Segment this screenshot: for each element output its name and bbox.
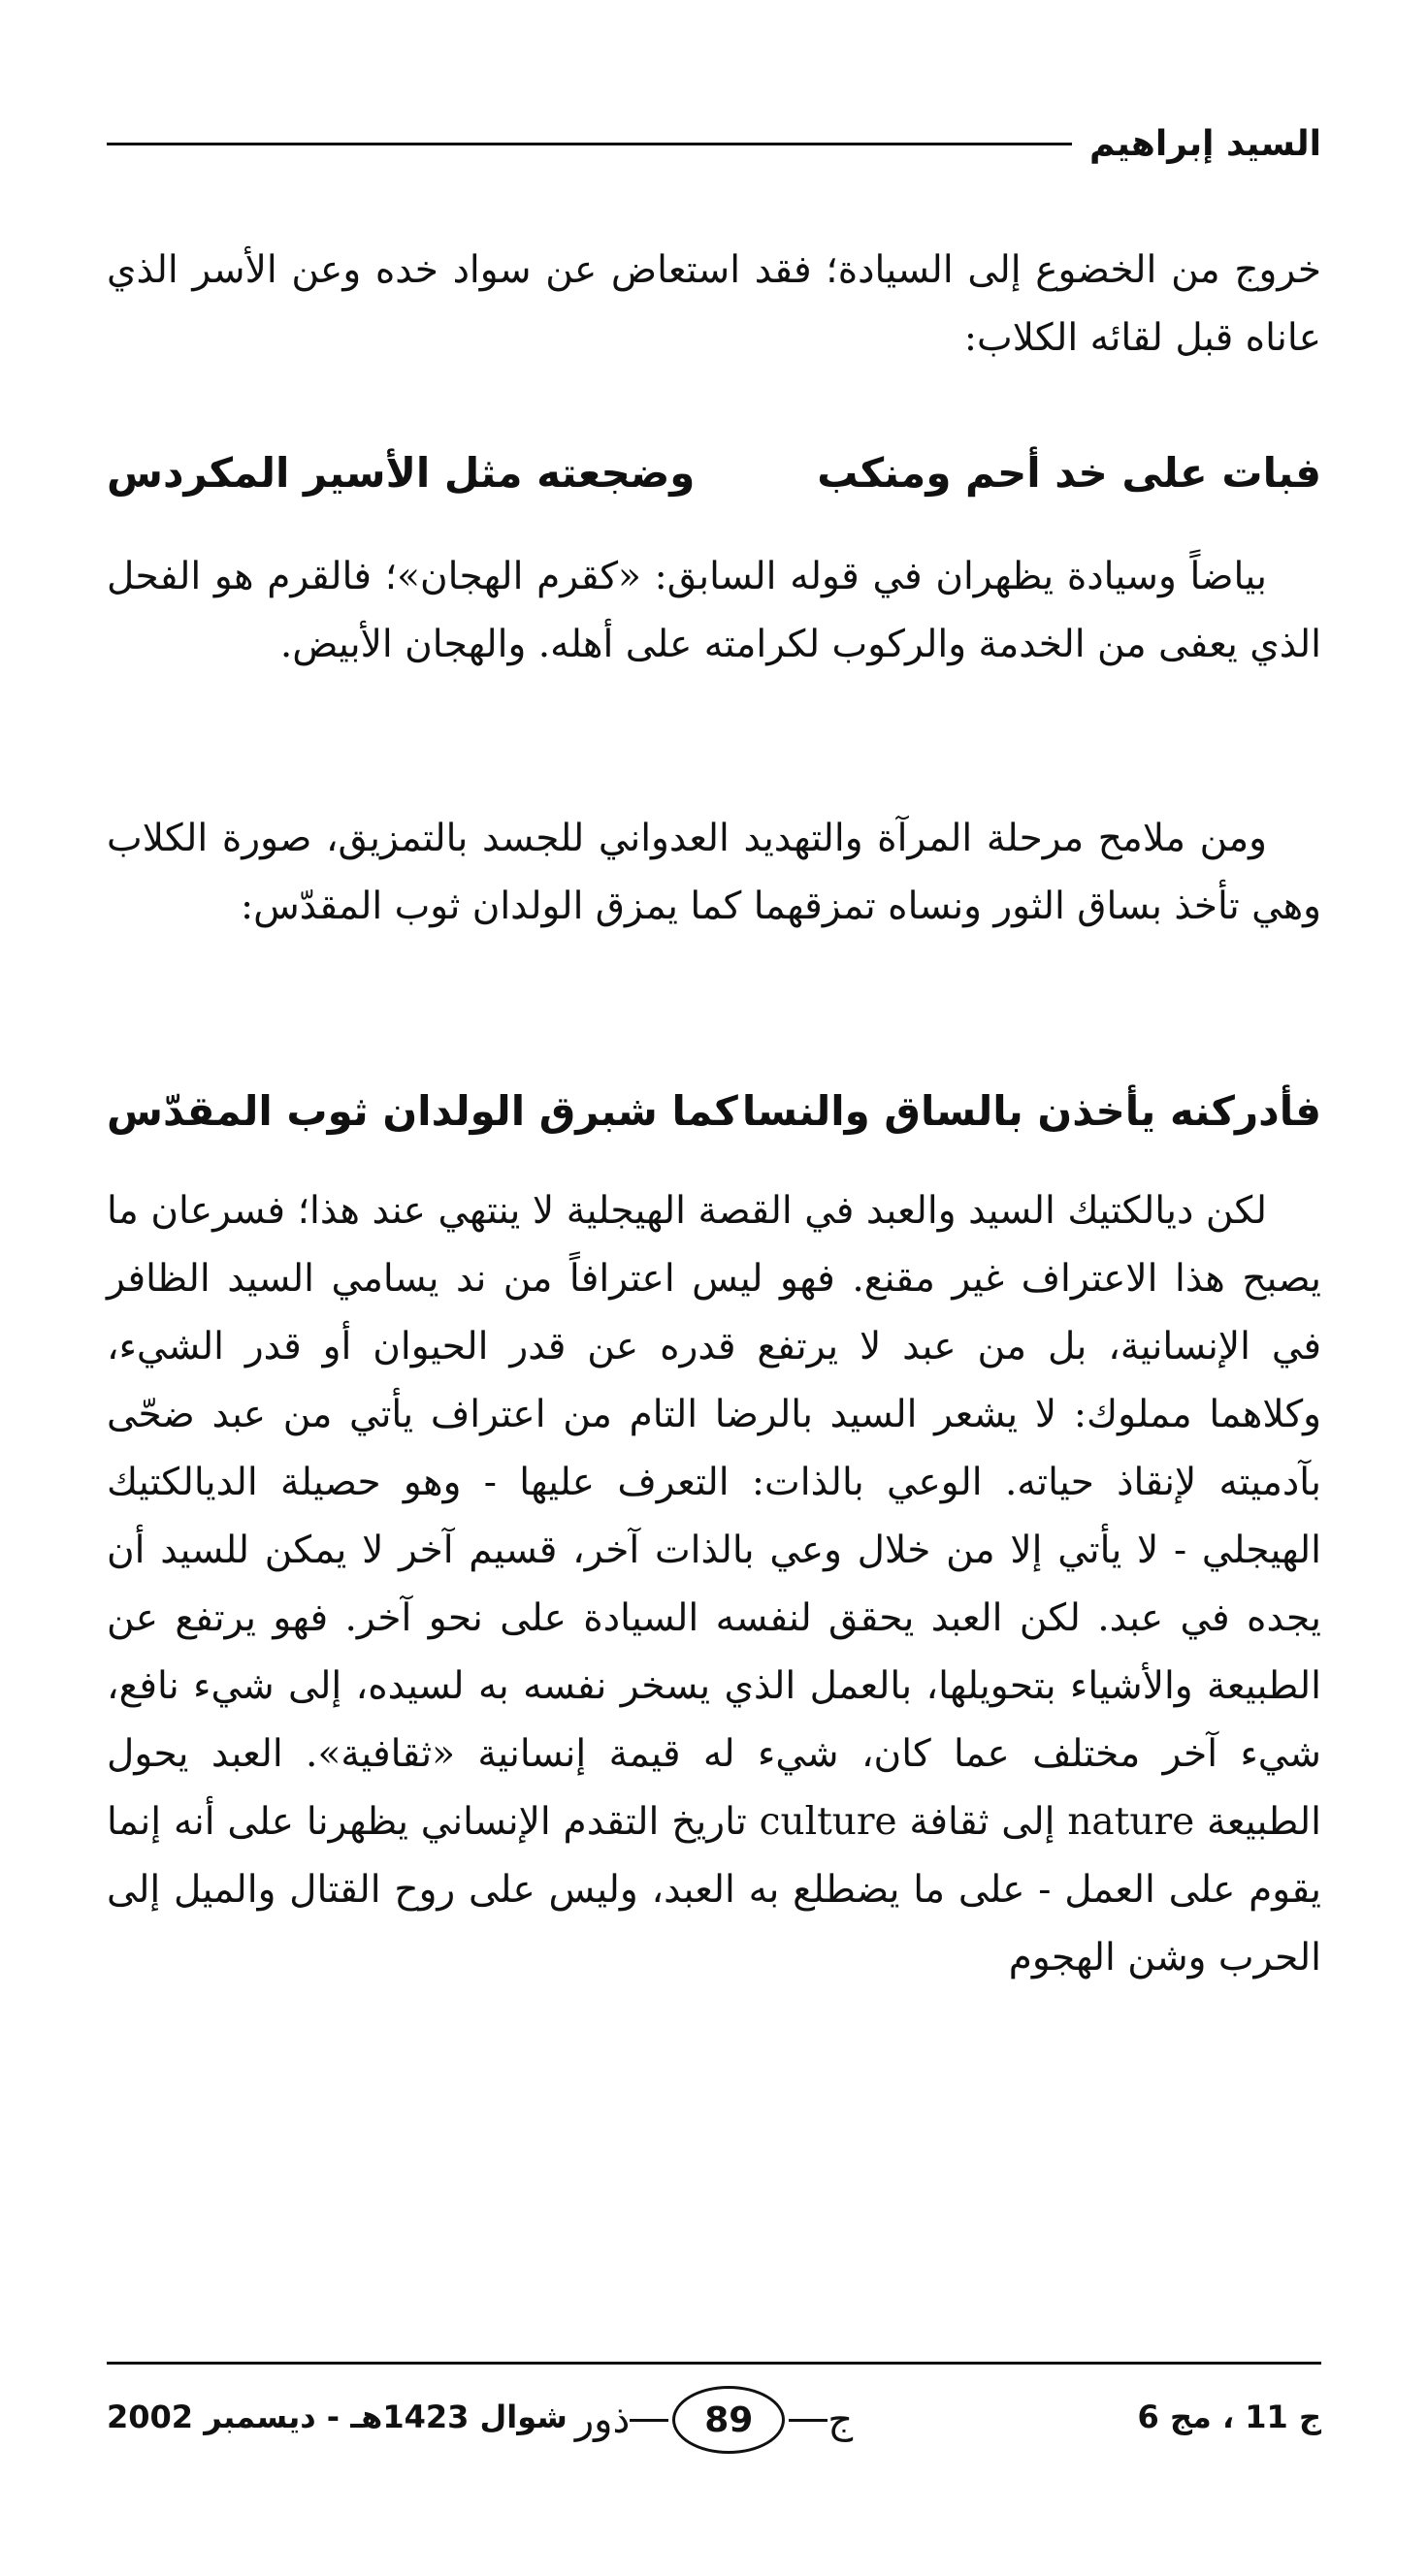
journal-name-left: ذور: [574, 2398, 631, 2442]
paragraph-2: بياضاً وسيادة يظهران في قوله السابق: «كقرم الهجان»؛ فالقرم هو الفحل الذي يعفى من الخدمة والركوب لكرامته على أهله. والهجان الأبيض.: [107, 555, 1321, 666]
paragraph-2-block: [107, 543, 1321, 679]
verse-2-first-hemistich: فأدركنه يأخذن بالساق والنسا: [741, 1086, 1321, 1135]
paragraph-3-block: [107, 805, 1321, 941]
verse-2: [107, 1077, 1321, 1144]
paragraph-1-block: [107, 237, 1321, 372]
journal-line-left: [630, 2419, 668, 2422]
running-header: [107, 114, 1321, 173]
author-name: السيد إبراهيم: [1089, 123, 1321, 164]
verse-1-first-hemistich: فبات على خد أحم ومنكب: [817, 448, 1321, 497]
paragraph-1: خروج من الخضوع إلى السيادة؛ فقد استعاض عن سواد خده وعن الأسر الذي عاناه قبل لقائه الكلاب:: [107, 248, 1321, 360]
paragraph-4-block: [107, 1177, 1321, 1992]
verse-1-second-hemistich: وضجعته مثل الأسير المكردس: [107, 448, 696, 497]
verse-2-second-hemistich: كما شبرق الولدان ثوب المقدّس: [107, 1086, 738, 1135]
issue-date: شوال 1423هـ - ديسمبر 2002: [107, 2399, 568, 2435]
paragraph-3: ومن ملامح مرحلة المرآة والتهديد العدواني للجسد بالتمزيق، صورة الكلاب وهي تأخذ بساق الثور ونساه تمزقهما كما يمزق الولدان ثوب المقدّس:: [107, 817, 1321, 928]
page-footer: [107, 2381, 1321, 2459]
volume-issue: ج 11 ، مج 6: [1137, 2399, 1321, 2435]
verse-1: [107, 438, 1321, 506]
paragraph-4: لكن ديالكتيك السيد والعبد في القصة الهيجلية لا ينتهي عند هذا؛ فسرعان ما يصبح هذا الاعتراف غير مقنع. فهو ليس اعترافاً من ند يسامي السيد الظافر في الإنسانية، بل من عبد لا يرتفع قدره عن قدر الحيوان أو قدر الشيء، وكلاهما مملوك: لا يشعر السيد بالرضا التام من اعتراف يأتي من عبد ضحّى بآدميته لإنقاذ حياته. الوعي بالذات: التعرف عليها - وهو حصيلة الديالكتيك الهيجلي - لا يأتي إلا من خلال وعي بالذات آخر، قسيم آخر لا يمكن للسيد أن يجده في عبد. لكن العبد يحقق لنفسه السيادة على نحو آخر. فهو يرتفع عن الطبيعة والأشياء بتحويلها، بالعمل الذي يسخر نفسه به لسيده، إلى شيء نافع، شيء آخر مختلف عما كان، شيء له قيمة إنسانية «ثقافية». العبد يحول الطبيعة nature إلى ثقافة culture تاريخ التقدم الإنساني يظهرنا على أنه إنما يقوم على العمل - على ما يضطلع به العبد، وليس على روح القتال والميل إلى الحرب وشن الهجوم: [107, 1189, 1321, 1980]
page-number: 89: [672, 2386, 785, 2454]
header-rule: [107, 143, 1072, 145]
journal-name-right: ج: [828, 2398, 854, 2442]
footer-rule: [107, 2362, 1321, 2365]
journal-line-right: [789, 2419, 828, 2422]
